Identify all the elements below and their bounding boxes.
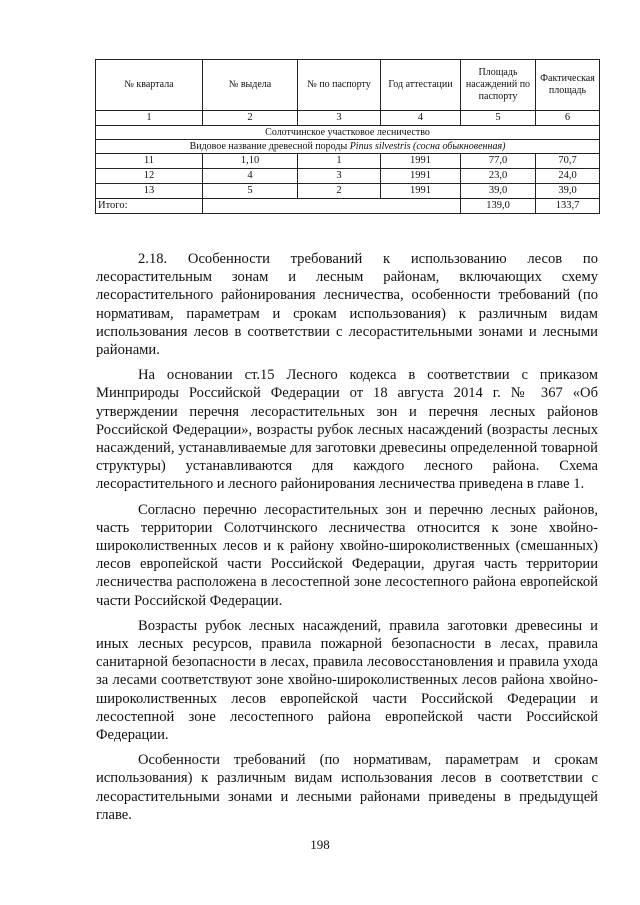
table-row [96, 184, 600, 199]
header-area-actual: Фактическая площадь [536, 60, 600, 111]
table-row [96, 169, 600, 184]
cell-year: 1991 [381, 184, 461, 199]
cell-area-actual: 70,7 [536, 154, 600, 169]
paragraph: На основании ст.15 Лесного кодекса в соответствии с приказом Минприроды Российской Федерации от 18 августа 2014 г. № 367 «Об утверждении перечня лесорастительных зон и перечня лесных районов Российской Федерации», возрасты рубок лесных насаждений (возрасты лесных насаждений, устанавливаемые для заготовки древесины определенной товарной структуры) устанавливаются для каждого лесного района. Схема лесорастительного и лесного районирования лесничества приведена в главе 1. [96, 367, 598, 493]
cell-year: 1991 [381, 154, 461, 169]
cell-passport: 2 [298, 184, 381, 199]
header-area-passport: Площадь насаждений по паспорту [461, 60, 536, 111]
header-quarter: № квартала [96, 60, 203, 111]
cell-area-actual: 39,0 [536, 184, 600, 199]
cell-passport: 1 [298, 154, 381, 169]
total-label: Итого: [96, 199, 203, 214]
species-name: Pinus silvestris (сосна обыкновенная) [349, 140, 506, 152]
cell-area-actual: 24,0 [536, 169, 600, 184]
total-row [96, 199, 600, 214]
column-number: 1 [96, 111, 203, 126]
page-number: 198 [310, 837, 330, 852]
cell-allotment: 5 [203, 184, 298, 199]
column-number: 3 [298, 111, 381, 126]
species-prefix: Видовое название древесной породы [189, 140, 348, 152]
table-row [96, 154, 600, 169]
cell-allotment: 4 [203, 169, 298, 184]
cell-quarter: 11 [96, 154, 203, 169]
species-cell [96, 140, 600, 154]
cell-area-passport: 23,0 [461, 169, 536, 184]
cell-passport: 3 [298, 169, 381, 184]
species-row [96, 140, 600, 154]
body-text [96, 250, 598, 831]
total-area-passport: 139,0 [461, 199, 536, 214]
header-passport: № по паспорту [298, 60, 381, 111]
paragraph: Согласно перечню лесорастительных зон и перечню лесных районов, часть территории Солотчинского лесничества относится к зоне хвойно-широколиственных лесов и к району хвойно-широколиственных (смешанных) лесов европейской части Российской Федерации, другая часть территории лесничества расположена в лесостепной зоне лесостепного района европейской части Российской Федерации. [96, 501, 598, 609]
total-area-actual: 133,7 [536, 199, 600, 214]
header-year: Год аттестации [381, 60, 461, 111]
column-number: 4 [381, 111, 461, 126]
paragraph: Особенности требований (по нормативам, параметрам и срокам использования) к различным видам использования лесов в соответствии с лесорастительными зонами и лесными районами приведены в предыдущей главе. [96, 752, 598, 823]
paragraph: Возрасты рубок лесных насаждений, правила заготовки древесины и иных лесных ресурсов, правила пожарной безопасности в лесах, правила санитарной безопасности в лесах, правила лесовосстановления и правила ухода за лесами соответствуют зоне хвойно-широколиственных лесов района хвойно-широколиственных лесов европейской части Российской Федерации и лесостепной зоне лесостепного района европейской части Российской Федерации. [96, 617, 598, 744]
cell-quarter: 12 [96, 169, 203, 184]
header-allotment: № выдела [203, 60, 298, 111]
column-number: 2 [203, 111, 298, 126]
column-number-row [96, 111, 600, 126]
forestry-name: Солотчинское участковое лесничество [96, 126, 600, 140]
cell-allotment: 1,10 [203, 154, 298, 169]
forestry-row [96, 126, 600, 140]
cell-quarter: 13 [96, 184, 203, 199]
forest-stands-table [95, 59, 600, 214]
column-number: 6 [536, 111, 600, 126]
column-number: 5 [461, 111, 536, 126]
cell-area-passport: 77,0 [461, 154, 536, 169]
total-empty-cell [203, 199, 461, 214]
table-header-row [96, 60, 600, 111]
section-heading-paragraph: 2.18. Особенности требований к использованию лесов по лесорастительным зонам и лесным районам, включающих схему лесорастительного районирования лесничества, особенности требований (по нормативам, параметрам и срокам использования) к различным видам использования лесов в соответствии с лесорастительными зонами и лесными районами. [96, 251, 598, 359]
cell-year: 1991 [381, 169, 461, 184]
cell-area-passport: 39,0 [461, 184, 536, 199]
